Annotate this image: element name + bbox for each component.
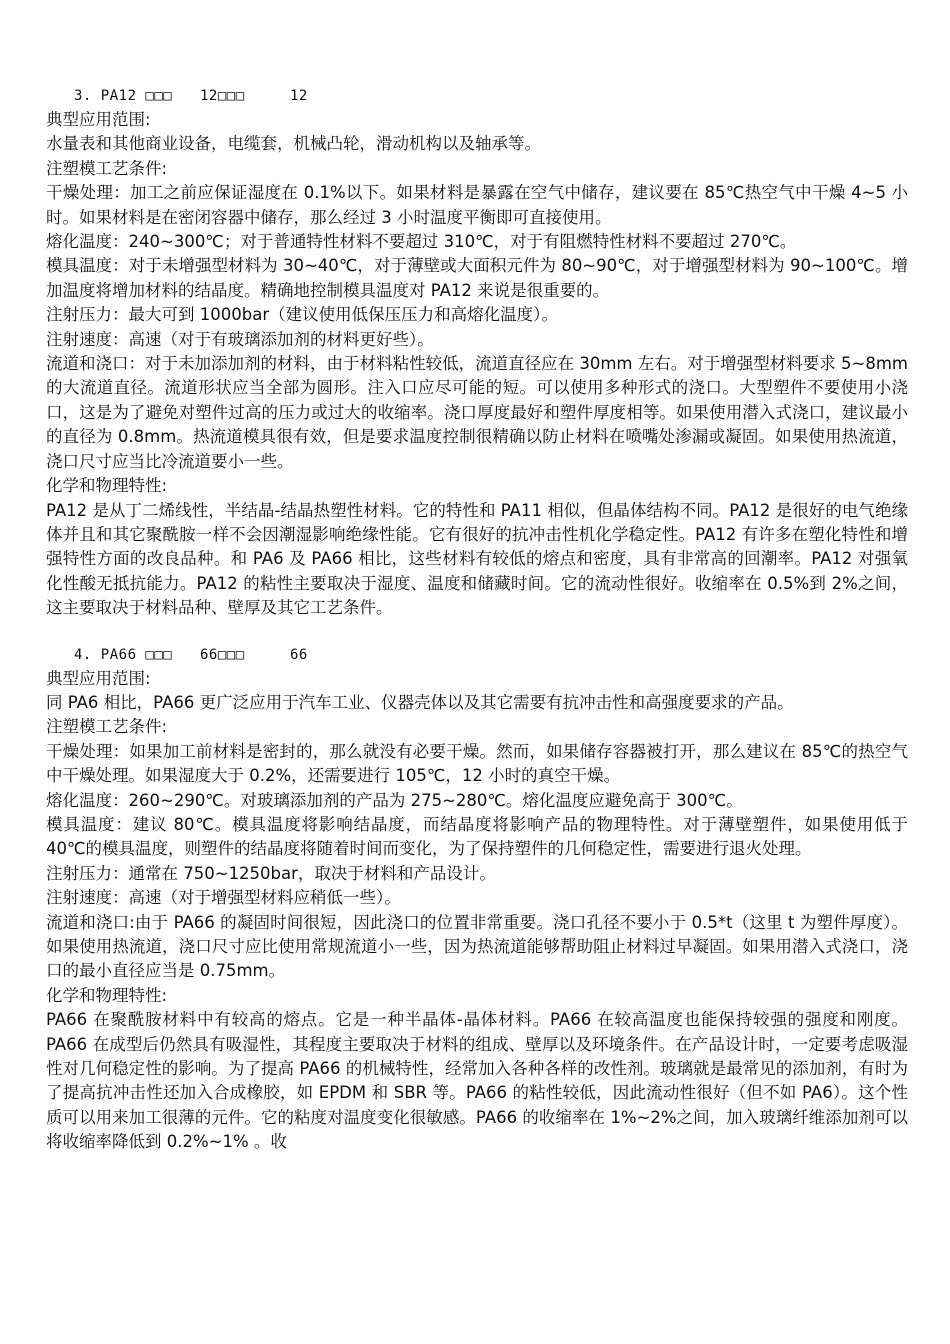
process-injection-speed: 注射速度：高速（对于增强型材料应稍低一些）。 (46, 888, 401, 908)
section-heading (46, 643, 908, 667)
properties-text: PA12 是从丁二烯线性，半结晶-结晶热塑性材料。它的特性和 PA11 相似，但晶体结构不同。PA12 是很好的电气绝缘体并且和其它聚酰胺一样不会因潮湿影响绝缘性能。它有很好的抗冲击性机化学稳定性。PA12 有许多在塑化特性和增强特性方面的改良品种。和 PA6 及 PA66 相比，这些材料有较低的熔点和密度，具有非常高的回潮率。PA12 对强氧化性酸无抵抗能力。PA12 的粘性主要取决于湿度、温度和储藏时间。它的流动性很好。收缩率在 0.5%到 2%之间，这主要取决于材料品种、壁厚及其它工艺条件。 (46, 500, 908, 618)
application-label: 典型应用范围: (46, 110, 151, 129)
process-runner-gate: 流道和浇口:由于 PA66 的凝固时间很短，因此浇口的位置非常重要。浇口孔径不要小于 0.5*t（这里 t 为塑件厚度）。如果使用热流道，浇口尺寸应比使用常规流道小一些，因为热流道能够帮助阻止材料过早凝固。如果用潜入式浇口，浇口的最小直径应当是 0.75mm。 (46, 912, 908, 981)
process-drying: 干燥处理：加工之前应保证湿度在 0.1%以下。如果材料是暴露在空气中储存，建议要在 85℃热空气中干燥 4~5 小时。如果材料是在密闭容器中储存，那么经过 3 小时温度平衡即可直接使用。 (46, 183, 908, 227)
process-injection-pressure: 注射压力：最大可到 1000bar（建议使用低保压压力和高熔化温度）。 (46, 305, 558, 325)
section-gap (46, 621, 908, 643)
section-heading (46, 84, 908, 108)
process-melt-temp: 熔化温度：240~300℃；对于普通特性材料不要超过 310℃，对于有阻燃特性材料不要超过 270℃。 (46, 232, 797, 252)
section-pa66 (46, 643, 908, 1155)
process-injection-pressure: 注射压力：通常在 750~1250bar，取决于材料和产品设计。 (46, 863, 496, 883)
document-page (46, 84, 908, 1155)
process-melt-temp: 熔化温度：260~290℃。对玻璃添加剂的产品为 275~280℃。熔化温度应避免高于 300℃。 (46, 790, 743, 810)
properties-label: 化学和物理特性: (46, 985, 168, 1005)
process-injection-speed: 注射速度：高速（对于有玻璃添加剂的材料更好些）。 (46, 329, 434, 349)
heading-number: 4. PA66 □□□ (74, 646, 173, 663)
process-label: 注塑模工艺条件: (46, 158, 168, 178)
application-text: 同 PA6 相比，PA66 更广泛应用于汽车工业、仪器壳体以及其它需要有抗冲击性和高强度要求的产品。 (46, 692, 794, 712)
process-runner-gate: 流道和浇口：对于未加添加剂的材料，由于材料粘性较低，流道直径应在 30mm 左右。对于增强型材料要求 5~8mm 的大流道直径。流道形状应当全部为圆形。注入口应尽可能的短。可以使用多种形式的浇口。大型塑件不要使用小浇口，这是为了避免对塑件过高的压力或过大的收缩率。浇口厚度最好和塑件厚度相等。如果使用潜入式浇口，建议最小的直径为 0.8mm。热流道模具很有效，但是要求温度控制很精确以防止材料在喷嘴处渗漏或凝固。如果使用热流道，浇口尺寸应当比冷流道要小一些。 (46, 354, 908, 471)
heading-tail: 66 (290, 646, 308, 663)
process-mold-temp: 模具温度：对于未增强型材料为 30~40℃，对于薄壁或大面积元件为 80~90℃，对于增强型材料为 90~100℃。增加温度将增加材料的结晶度。精确地控制模具温度对 PA12 来说是很重要的。 (46, 256, 908, 300)
process-drying: 干燥处理：如果加工前材料是密封的，那么就没有必要干燥。然而，如果储存容器被打开，那么建议在 85℃的热空气中干燥处理。如果湿度大于 0.2%，还需要进行 105℃，12 小时的真空干燥。 (46, 741, 908, 786)
process-label: 注塑模工艺条件: (46, 717, 168, 737)
heading-middle: 12□□□ (200, 88, 245, 104)
heading-tail: 12 (290, 88, 308, 104)
process-mold-temp: 模具温度：建议 80℃。模具温度将影响结晶度，而结晶度将影响产品的物理特性。对于薄壁塑件，如果使用低于 40℃的模具温度，则塑件的结晶度将随着时间而变化，为了保持塑件的几何稳定性，需要进行退火处理。 (46, 814, 908, 859)
section-pa12 (46, 84, 908, 621)
application-text: 水量表和其他商业设备，电缆套，机械凸轮，滑动机构以及轴承等。 (46, 134, 541, 154)
properties-text: PA66 在聚酰胺材料中有较高的熔点。它是一种半晶体-晶体材料。PA66 在较高温度也能保持较强的强度和刚度。PA66 在成型后仍然具有吸湿性，其程度主要取决于材料的组成、壁厚以及环境条件。在产品设计时，一定要考虑吸湿性对几何稳定性的影响。为了提高 PA66 的机械特性，经常加入各种各样的改性剂。玻璃就是最常见的添加剂，有时为了提高抗冲击性还加入合成橡胶，如 EPDM 和 SBR 等。PA66 的粘性较低，因此流动性很好（但不如 PA6）。这个性质可以用来加工很薄的元件。它的粘度对温度变化很敏感。PA66 的收缩率在 1%~2%之间，加入玻璃纤维添加剂可以将收缩率降低到 0.2%~1% 。收 (46, 1010, 908, 1152)
properties-label: 化学和物理特性: (46, 476, 168, 496)
heading-middle: 66□□□ (200, 646, 245, 663)
application-label: 典型应用范围: (46, 668, 151, 688)
heading-number: 3. PA12 □□□ (74, 88, 173, 104)
